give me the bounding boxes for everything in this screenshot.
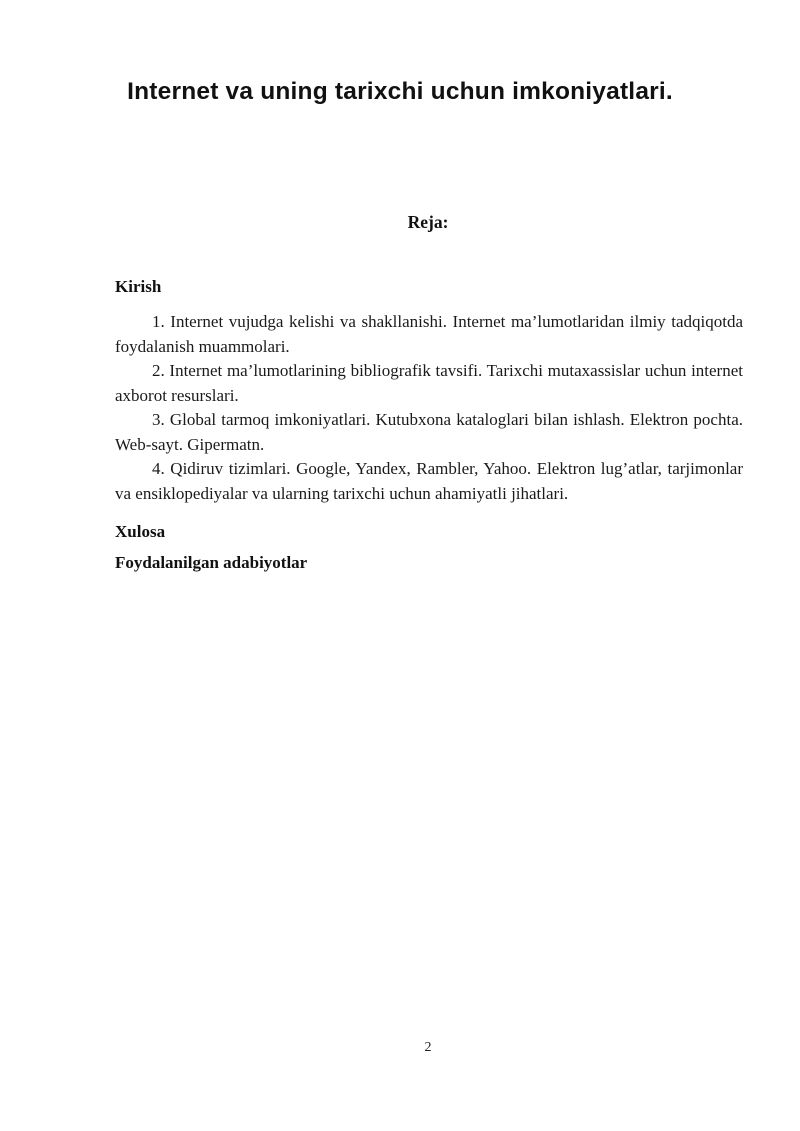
plan-heading: Reja: bbox=[407, 212, 449, 232]
page-number: 2 bbox=[424, 1040, 432, 1055]
intro-heading: Kirish bbox=[115, 277, 162, 296]
references-heading: Foydalanilgan adabiyotlar bbox=[115, 553, 308, 572]
plan-item: 2. Internet ma’lumotlarining bibliografik tavsifi. Tarixchi mutaxassislar uchun internet axborot resurslari. bbox=[115, 361, 743, 405]
plan-item: 3. Global tarmoq imkoniyatlari. Kutubxona kataloglari bilan ishlash. Elektron pochta. Web-sayt. Gipermatn. bbox=[115, 410, 743, 454]
plan-item: 1. Internet vujudga kelishi va shakllanishi. Internet ma’lumotlaridan ilmiy tadqiqotda foydalanish muammolari. bbox=[115, 312, 743, 356]
plan-item: 4. Qidiruv tizimlari. Google, Yandex, Rambler, Yahoo. Elektron lug’atlar, tarjimonlar va ensiklopediyalar va ularning tarixchi uchun ahamiyatli jihatlari. bbox=[115, 459, 743, 503]
document-title: Internet va uning tarixchi uchun imkoniyatlari. bbox=[127, 78, 673, 105]
conclusion-heading: Xulosa bbox=[115, 522, 166, 541]
plan-list bbox=[115, 310, 743, 506]
